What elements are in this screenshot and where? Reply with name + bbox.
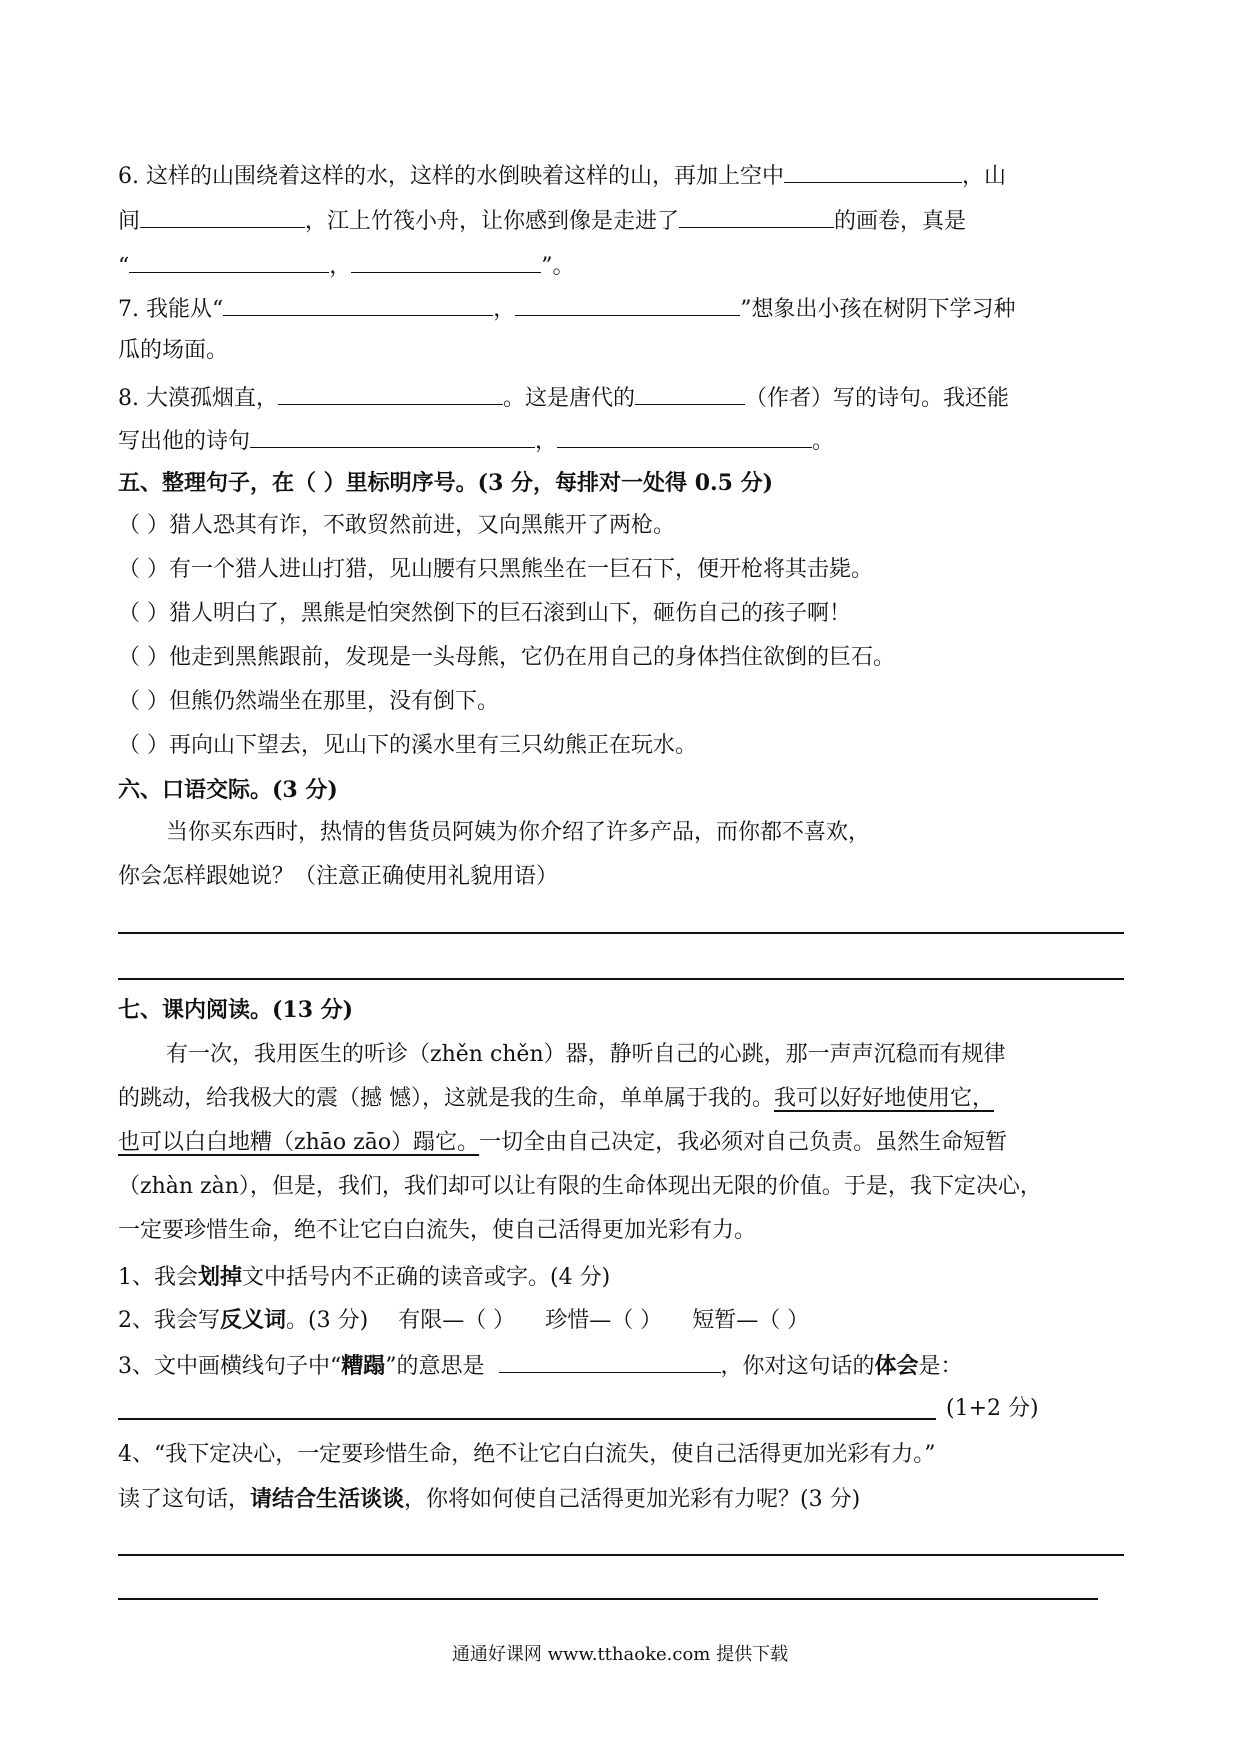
q8-line-2 xyxy=(118,425,834,457)
q8-blank-3[interactable] xyxy=(250,425,535,448)
q7-line-1 xyxy=(118,293,1016,325)
q8-line-1 xyxy=(118,382,1009,414)
s7-q4-answer-line-1[interactable] xyxy=(118,1554,1124,1556)
s5-item-5[interactable]: （ ）但熊仍然端坐在那里，没有倒下。 xyxy=(118,689,499,714)
s7-q3-blank[interactable] xyxy=(499,1350,721,1373)
q6-line-3 xyxy=(118,250,575,282)
q8-text-c: （作者）写的诗句。我还能 xyxy=(745,386,1010,411)
s7-q3-keyword: 糟蹋 xyxy=(341,1353,386,1379)
s5-item-3[interactable]: （ ）猎人明白了，黑熊是怕突然倒下的巨石滚到山下，砸伤自己的孩子啊！ xyxy=(118,601,851,626)
q7-blank-2[interactable] xyxy=(515,293,740,316)
q6-text-f: “ xyxy=(118,254,130,279)
s7-passage-line-3 xyxy=(118,1128,1007,1158)
q6-text-d: ，江上竹筏小舟，让你感到像是走进了 xyxy=(305,209,680,234)
s7-q3-text-b: ”的意思是 xyxy=(385,1354,485,1379)
q7-blank-1[interactable] xyxy=(223,293,493,316)
s7-underlined-sentence-a: 我可以好好地使用它， xyxy=(774,1086,995,1111)
s5-item-6[interactable]: （ ）再向山下望去，见山下的溪水里有三只幼熊正在玩水。 xyxy=(118,733,697,758)
q7-text-b: ， xyxy=(493,297,516,322)
s7-q2-text-a: 2、我会写 xyxy=(118,1308,220,1333)
s7-q3-keyword-2: 体会 xyxy=(874,1353,919,1379)
s5-item-4[interactable]: （ ）他走到黑熊跟前，发现是一头母熊，它仍在用自己的身体挡住欲倒的巨石。 xyxy=(118,645,895,670)
q7-line-2: 瓜的场面。 xyxy=(118,338,229,363)
s7-passage-text: 的跳动，给我极大的震（撼 憾），这就是我的生命，单单属于我的。 xyxy=(118,1086,774,1111)
s6-prompt-line-1: 当你买东西时，热情的售货员阿姨为你介绍了许多产品，而你都不喜欢， xyxy=(166,820,871,845)
s7-q1-text-a: 1、我会 xyxy=(118,1265,198,1290)
s7-underlined-sentence-b: 也可以白白地糟（zhāo zāo）蹋它。 xyxy=(118,1130,480,1155)
s7-q3-text-d: 是： xyxy=(918,1354,963,1379)
s7-q2-text-b: 。(3 分) xyxy=(286,1308,369,1333)
s7-q3-text-c: ，你对这句话的 xyxy=(720,1354,875,1379)
s7-question-2 xyxy=(118,1305,809,1336)
s7-question-4-line-1: 4、“我下定决心，一定要珍惜生命，绝不让它白白流失，使自己活得更加光彩有力。” xyxy=(118,1442,936,1467)
s6-answer-line-1[interactable] xyxy=(118,932,1124,934)
q6-text-e: 的画卷，真是 xyxy=(834,209,967,234)
s7-q4-keyword: 请结合生活谈谈 xyxy=(250,1486,405,1512)
s6-prompt-line-2: 你会怎样跟她说？（注意正确使用礼貌用语） xyxy=(118,864,559,889)
s7-q4-text-b: ，你将如何使自己活得更加光彩有力呢？(3 分) xyxy=(404,1487,861,1512)
q6-blank-2[interactable] xyxy=(140,205,305,228)
s7-passage-line-5: 一定要珍惜生命，绝不让它白白流失，使自己活得更加光彩有力。 xyxy=(118,1218,757,1243)
s7-q2-antonym-3[interactable]: 短暂—（ ） xyxy=(692,1308,810,1333)
s7-q4-answer-line-2[interactable] xyxy=(118,1598,1098,1600)
q6-line-1 xyxy=(118,160,1006,192)
s7-q3-answer-line[interactable] xyxy=(118,1418,936,1420)
q8-text-b: 。这是唐代的 xyxy=(502,386,635,411)
q8-text-f: 。 xyxy=(812,429,835,454)
s7-q4-text-a: 读了这句话， xyxy=(118,1487,251,1512)
q6-text-g: ， xyxy=(329,254,352,279)
q6-blank-1[interactable] xyxy=(784,160,962,183)
q8-text-e: ， xyxy=(535,429,558,454)
q7-text-c: ”想象出小孩在树阴下学习种 xyxy=(740,297,1016,322)
q6-blank-5[interactable] xyxy=(351,250,541,273)
q7-text-a: 7. 我能从“ xyxy=(118,297,224,322)
q6-text-b: ，山 xyxy=(962,164,1007,189)
q6-text-h: ”。 xyxy=(541,254,575,279)
q6-text-a: 6. 这样的山围绕着这样的水，这样的水倒映着这样的山，再加上空中 xyxy=(118,164,784,189)
s7-q2-keyword: 反义词 xyxy=(220,1307,287,1333)
q8-blank-4[interactable] xyxy=(557,425,812,448)
q6-blank-4[interactable] xyxy=(129,250,329,273)
q8-blank-2[interactable] xyxy=(635,382,745,405)
s7-q1-text-b: 文中括号内不正确的读音或字。(4 分) xyxy=(242,1265,611,1290)
s7-question-3 xyxy=(118,1350,963,1382)
s7-passage-line-2 xyxy=(118,1084,994,1114)
section-7-title: 七、课内阅读。(13 分) xyxy=(118,997,354,1023)
s7-passage-line-4: （zhàn zàn），但是，我们，我们却可以让有限的生命体现出无限的价值。于是，我下定决心， xyxy=(118,1174,1042,1199)
q6-text-c: 间 xyxy=(118,209,141,234)
s6-answer-line-2[interactable] xyxy=(118,978,1124,980)
s5-item-1[interactable]: （ ）猎人恐其有诈，不敢贸然前进，又向黑熊开了两枪。 xyxy=(118,513,675,538)
s7-q1-keyword: 划掉 xyxy=(198,1264,243,1290)
q8-text-a: 8. 大漠孤烟直， xyxy=(118,386,278,411)
footer-credit: 通通好课网 www.tthaoke.com 提供下载 xyxy=(451,1644,789,1665)
s7-q3-score: (1+2 分) xyxy=(946,1396,1039,1421)
s7-passage-text-2: 一切全由自己决定，我必须对自己负责。虽然生命短暂 xyxy=(479,1130,1008,1155)
section-6-title: 六、口语交际。(3 分) xyxy=(118,777,338,803)
s7-question-1 xyxy=(118,1262,610,1293)
q8-blank-1[interactable] xyxy=(278,382,503,405)
section-5-title: 五、整理句子，在（ ）里标明序号。(3 分，每排对一处得 0.5 分) xyxy=(118,470,774,496)
q8-text-d: 写出他的诗句 xyxy=(118,429,251,454)
s7-question-4-line-2 xyxy=(118,1484,860,1515)
s5-item-2[interactable]: （ ）有一个猎人进山打猎，见山腰有只黑熊坐在一巨石下，便开枪将其击毙。 xyxy=(118,557,873,582)
s7-q2-antonym-1[interactable]: 有限—（ ） xyxy=(398,1308,516,1333)
s7-passage-line-1: 有一次，我用医生的听诊（zhěn chěn）器，静听自己的心跳，那一声声沉稳而有规律 xyxy=(166,1042,1006,1067)
s7-q2-antonym-2[interactable]: 珍惜—（ ） xyxy=(545,1308,663,1333)
q6-blank-3[interactable] xyxy=(679,205,834,228)
q6-line-2 xyxy=(118,205,966,237)
s7-q3-text-a: 3、文中画横线句子中“ xyxy=(118,1354,342,1379)
